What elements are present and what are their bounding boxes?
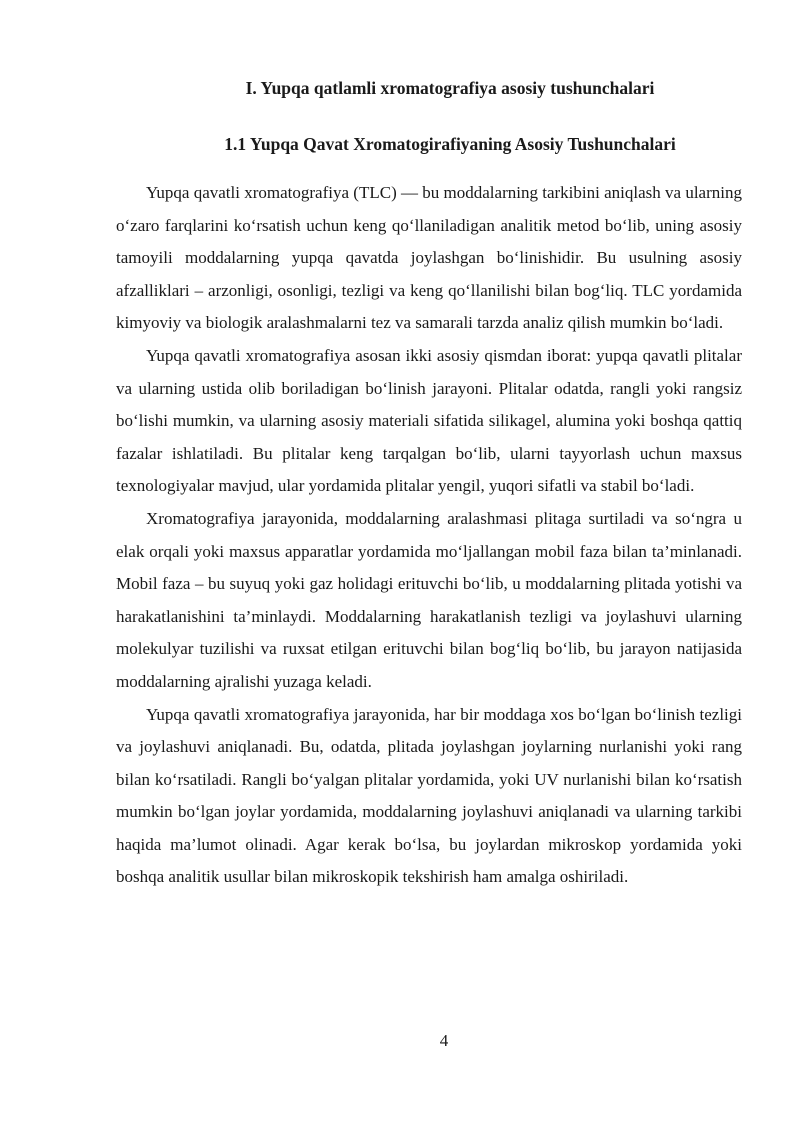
- chapter-title: I. Yupqa qatlamli xromatografiya asosiy tushunchalari: [245, 78, 655, 98]
- body-text: [116, 177, 742, 894]
- paragraph: Yupqa qavatli xromatografiya (TLC) — bu moddalarning tarkibini aniqlash va ularning o‘zaro farqlarini ko‘rsatish uchun keng qo‘llaniladigan analitik metod bo‘lib, uning asosiy tamoyili moddalarning yupqa qavatda joylashgan bo‘linishidir. Bu usulning asosiy afzalliklari – arzonligi, osonligi, tezligi va keng qo‘llanilishi bilan bog‘liq. TLC yordamida kimyoviy va biologik aralashmalarni tez va samarali tarzda analiz qilish mumkin bo‘ladi.: [116, 183, 742, 333]
- section-title: 1.1 Yupqa Qavat Xromatogirafiyaning Asosiy Tushunchalari: [224, 134, 676, 154]
- paragraph: Xromatografiya jarayonida, moddalarning aralashmasi plitaga surtiladi va so‘ngra u elak orqali yoki maxsus apparatlar yordamida mo‘ljallangan mobil faza bilan ta’minlanadi. Mobil faza – bu suyuq yoki gaz holidagi erituvchi bo‘lib, u moddalarning plitada yotishi va harakatlanishini ta’minlaydi. Moddalarning harakatlanish tezligi va joylashuvi ularning molekulyar tuzilishi va ruxsat etilgan erituvchi bilan bog‘liq bo‘lib, bu jarayon natijasida moddalarning ajralishi yuzaga keladi.: [116, 508, 742, 691]
- page-number: 4: [439, 1031, 449, 1050]
- paragraph: Yupqa qavatli xromatografiya asosan ikki asosiy qismdan iborat: yupqa qavatli plitalar va ularning ustida olib boriladigan bo‘linish jarayoni. Plitalar odatda, rangli yoki rangsiz bo‘lishi mumkin, va ularning asosiy materiali sifatida silikagel, alumina yoki boshqa qattiq fazalar ishlatiladi. Bu plitalar keng tarqalgan bo‘lib, ularni tayyorlash uchun maxsus texnologiyalar mavjud, ular yordamida plitalar yengil, yuqori sifatli va stabil bo‘ladi.: [116, 345, 742, 496]
- paragraph: Yupqa qavatli xromatografiya jarayonida, har bir moddaga xos bo‘lgan bo‘linish tezligi va joylashuvi aniqlanadi. Bu, odatda, plitada joylashgan joylarning nurlanishi yoki rang bilan ko‘rsatiladi. Rangli bo‘yalgan plitalar yordamida, yoki UV nurlanishi bilan ko‘rsatish mumkin bo‘lgan joylar yordamida, moddalarning joylashuvi aniqlanadi va ularning tarkibi haqida ma’lumot olinadi. Agar kerak bo‘lsa, bu joylardan mikroskop yordamida yoki boshqa analitik usullar bilan mikroskopik tekshirish ham amalga oshiriladi.: [116, 704, 742, 887]
